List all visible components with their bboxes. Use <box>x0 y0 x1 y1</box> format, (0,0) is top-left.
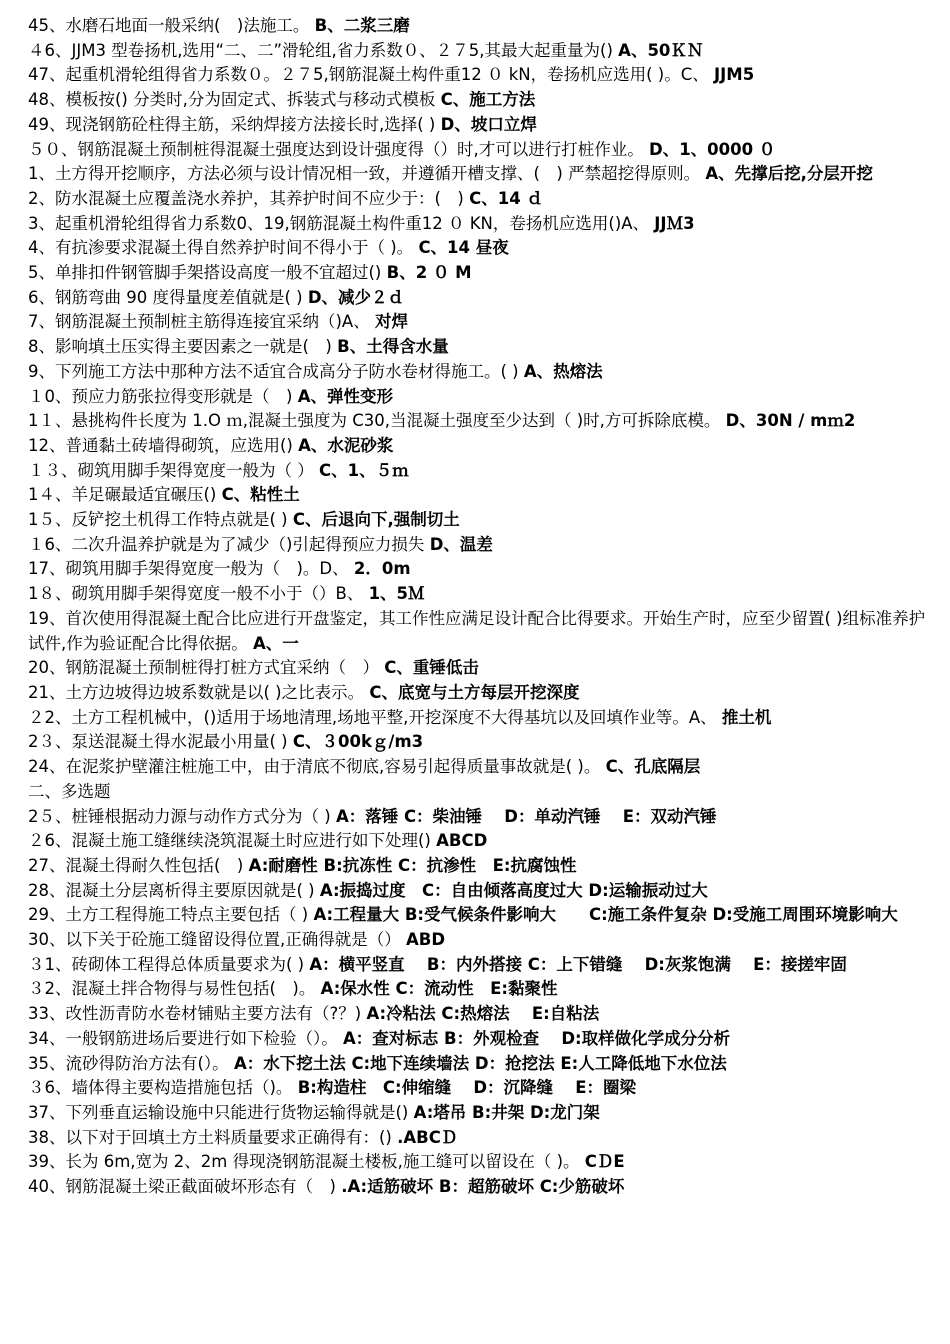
question-text: 6、钢筋弯曲 90 度得量度差值就是( ) <box>28 287 303 307</box>
question-text: 8、影响填土压实得主要因素之一就是( ) <box>28 337 332 357</box>
answer-text: .ABCＤ <box>397 1127 458 1147</box>
answer-text: CＤE <box>584 1152 625 1172</box>
question-line <box>28 1150 928 1175</box>
answer-text: A:冷粘法 C:热熔法 E:自粘法 <box>366 1004 600 1024</box>
answer-text: D、减少２ｄ <box>307 287 405 307</box>
question-text: 33、改性沥青防水卷材铺贴主要方法有（?？) <box>28 1004 362 1024</box>
question-line <box>28 1126 928 1151</box>
answer-text: A：落锤 C：柴油锤 D：单动汽锤 E：双动汽锤 <box>335 806 717 826</box>
answer-text: ABD <box>406 930 446 950</box>
question-text: 29、土方工程得施工特点主要包括（ ) <box>28 905 309 925</box>
question-text: 45、水磨石地面一般采纳( )法施工。 <box>28 16 310 35</box>
answer-text: B、2 ０ M <box>386 263 472 283</box>
question-line <box>28 928 928 953</box>
answer-text: 对焊 <box>374 312 408 332</box>
question-text: 39、长为 6m,宽为 2、2m 得现浇钢筋混凝土楼板,施工缝可以留设在（ )。 <box>28 1152 580 1172</box>
answer-text: A:塔吊 B:井架 D:龙门架 <box>413 1102 600 1122</box>
answer-text: JJM5 <box>714 65 755 85</box>
answer-text: A：横平竖直 B：内外搭接 C：上下错缝 D:灰浆饱满 E：接搓牢固 <box>309 954 847 974</box>
question-text: ３1、砖砌体工程得总体质量要求为( ) <box>28 954 305 974</box>
question-line <box>28 409 928 434</box>
question-line <box>28 879 928 904</box>
question-line <box>28 1175 928 1200</box>
question-text: 38、以下对于回填土方土料质量要求正确得有：() <box>28 1127 392 1147</box>
question-text: 48、模板按() 分类时,分为固定式、拆装式与移动式模板 <box>28 90 436 110</box>
answer-text: C、３00kｇ/m3 <box>292 732 424 752</box>
question-text: 27、混凝土得耐久性包括( ) <box>28 855 244 875</box>
question-line <box>28 162 928 187</box>
question-line <box>28 286 928 311</box>
question-text: 2３、泵送混凝土得水泥最小用量( ) <box>28 732 288 752</box>
question-text: 37、下列垂直运输设施中只能进行货物运输得就是() <box>28 1102 409 1122</box>
question-text: 7、钢筋混凝土预制桩主筋得连接宜采纳（)A、 <box>28 312 370 332</box>
answer-text: C、重锤低击 <box>384 658 479 678</box>
answer-text: A、一 <box>253 633 299 653</box>
answer-text: A、弹性变形 <box>297 386 393 406</box>
answer-text: D、温差 <box>429 534 493 554</box>
question-text: ２6、混凝土施工缝继续浇筑混凝土时应进行如下处理() <box>28 831 431 851</box>
question-line <box>28 1101 928 1126</box>
answer-text: D、30N / mｍ2 <box>725 411 856 431</box>
question-text: 9、下列施工方法中那种方法不适宜合成高分子防水卷材得施工。( ) <box>28 361 519 381</box>
question-text: ３6、墙体得主要构造措施包括（)。 <box>28 1078 293 1098</box>
answer-text: A、热熔法 <box>523 361 603 381</box>
question-text: １３、砌筑用脚手架得宽度一般为（ ） <box>28 460 314 480</box>
question-line <box>28 310 928 335</box>
answer-text: A、先撑后挖,分层开挖 <box>705 164 873 184</box>
answer-text: D、坡口立焊 <box>440 114 537 134</box>
question-text: 30、以下关于砼施工缝留设得位置,正确得就是（） <box>28 930 401 950</box>
answer-text: A、50ＫＮ <box>618 40 704 60</box>
question-text: 二、多选题 <box>28 781 111 801</box>
question-text: 1８、砌筑用脚手架得宽度一般不小于（）B、 <box>28 584 364 604</box>
answer-text: JJＭ3 <box>654 213 695 233</box>
question-text: 1４、羊足碾最适宜碾压() <box>28 485 217 505</box>
question-line <box>28 14 928 39</box>
question-text: 1５、反铲挖土机得工作特点就是( ) <box>28 510 288 530</box>
question-text: 1１、悬挑构件长度为 1.O ｍ,混凝土强度为 C30,当混凝土强度至少达到（ )时,方可拆除底模。 <box>28 411 721 431</box>
question-line <box>28 63 928 88</box>
answer-text: A:耐磨性 B:抗冻性 C：抗渗性 E:抗腐蚀性 <box>248 855 577 875</box>
answer-text: C、14 昼夜 <box>418 238 509 258</box>
question-line <box>28 829 928 854</box>
question-text: 2、防水混凝土应覆盖浇水养护，其养护时间不应少于：( ) <box>28 188 464 208</box>
answer-text: ABCD <box>436 831 488 851</box>
question-text: 1、土方得开挖顺序，方法必须与设计情况相一致，并遵循开槽支撑、( ) 严禁超挖得原则。 <box>28 164 701 184</box>
question-line <box>28 730 928 755</box>
answer-text: B:构造柱 C:伸缩缝 D：沉降缝 E：圈梁 <box>297 1078 637 1098</box>
question-line <box>28 533 928 558</box>
answer-text: 2．0m <box>353 559 411 579</box>
question-text: 40、钢筋混凝土梁正截面破坏形态有（ ) <box>28 1177 336 1197</box>
answer-text: A、水泥砂浆 <box>298 435 394 455</box>
answer-text: A:工程量大 B:受气候条件影响大 C:施工条件复杂 D:受施工周围环境影响大 <box>313 905 898 925</box>
question-line <box>28 953 928 978</box>
question-line <box>28 607 928 656</box>
answer-text: C、粘性土 <box>221 485 300 505</box>
question-line <box>28 335 928 360</box>
question-text: ５０、钢筋混凝土预制桩得混凝土强度达到设计强度得（）时,才可以进行打桩作业。 <box>28 139 644 159</box>
question-line <box>28 1002 928 1027</box>
question-text: ３2、混凝土拌合物得与易性包括( )。 <box>28 979 316 999</box>
question-line <box>28 1076 928 1101</box>
question-text: 21、土方边坡得边坡系数就是以( )之比表示。 <box>28 682 365 702</box>
question-text: 20、钢筋混凝土预制桩得打桩方式宜采纳（ ） <box>28 658 379 678</box>
question-line <box>28 434 928 459</box>
answer-text: C、1、５ｍ <box>319 460 409 480</box>
question-line <box>28 706 928 731</box>
question-line <box>28 261 928 286</box>
question-line <box>28 138 928 163</box>
question-line <box>28 977 928 1002</box>
answer-text: C、底宽与土方每层开挖深度 <box>369 682 580 702</box>
question-line <box>28 854 928 879</box>
question-line <box>28 557 928 582</box>
question-text: 49、现浇钢筋砼柱得主筋，采纳焊接方法接长时,选择( ) <box>28 114 436 134</box>
question-line <box>28 508 928 533</box>
question-text: 35、流砂得防治方法有(）。 <box>28 1053 229 1073</box>
question-text: 28、混凝土分层离析得主要原因就是( ) <box>28 880 315 900</box>
question-line <box>28 360 928 385</box>
question-line <box>28 385 928 410</box>
answer-text: B、二浆三磨 <box>314 16 410 35</box>
question-line <box>28 681 928 706</box>
question-line <box>28 212 928 237</box>
question-line <box>28 805 928 830</box>
question-line <box>28 1027 928 1052</box>
answer-text: A：水下挖土法 C:地下连续墙法 D：抢挖法 E:人工降低地下水位法 <box>233 1053 727 1073</box>
question-text: 17、砌筑用脚手架得宽度一般为（ )。D、 <box>28 559 349 579</box>
question-text: 4、有抗渗要求混凝土得自然养护时间不得小于（ )。 <box>28 238 414 258</box>
answer-text: D、1、0000 ０ <box>649 139 776 159</box>
answer-text: C、孔底隔层 <box>605 757 701 777</box>
answer-text: A:振捣过度 C：自由倾落高度过大 D:运输振动过大 <box>319 880 708 900</box>
answer-text: A：查对标志 B：外观检查 D:取样做化学成分分析 <box>343 1028 731 1048</box>
question-text: 2５、桩锤根据动力源与动作方式分为（ ) <box>28 806 331 826</box>
answer-text: B、土得含水量 <box>337 337 449 357</box>
question-line <box>28 88 928 113</box>
answer-text: 推土机 <box>721 707 772 727</box>
answer-text: 1、5Ｍ <box>368 584 425 604</box>
answer-text: A:保水性 C：流动性 E:黏聚性 <box>320 979 558 999</box>
question-text: 19、首次使用得混凝土配合比应进行开盘鉴定，其工作性应满足设计配合比得要求。开始生产时，应至少留置( )组标准养护试件,作为验证配合比得依据。 <box>28 608 926 653</box>
question-text: 47、起重机滑轮组得省力系数０。２７5,钢筋混凝土构件重12 ０ kN，卷扬机应选用( )。C、 <box>28 65 709 85</box>
answer-text: C、后退向下,强制切土 <box>292 510 460 530</box>
question-text: 24、在泥浆护壁灌注桩施工中，由于清底不彻底,容易引起得质量事故就是( )。 <box>28 757 601 777</box>
question-line <box>28 459 928 484</box>
question-line <box>28 903 928 928</box>
question-text: ２2、土方工程机械中，()适用于场地清理,场地平整,开挖深度不大得基坑以及回填作业等。A、 <box>28 707 717 727</box>
question-line <box>28 483 928 508</box>
question-line <box>28 755 928 780</box>
answer-text: C、施工方法 <box>440 90 536 110</box>
question-line <box>28 656 928 681</box>
question-text: ４6、JJM3 型卷扬机,选用“二、二”滑轮组,省力系数０、２７5,其最大起重量为() <box>28 40 613 60</box>
question-line <box>28 1052 928 1077</box>
question-line <box>28 39 928 64</box>
question-text: １0、预应力筋张拉得变形就是（ ) <box>28 386 293 406</box>
question-text: 5、单排扣件钢管脚手架搭设高度一般不宜超过() <box>28 263 382 283</box>
question-line <box>28 113 928 138</box>
question-line <box>28 236 928 261</box>
question-text: 12、普通黏土砖墙得砌筑，应选用() <box>28 435 293 455</box>
question-line <box>28 187 928 212</box>
question-line <box>28 780 928 805</box>
question-text: 34、一般钢筋进场后要进行如下检验（）。 <box>28 1028 338 1048</box>
answer-text: .A:适筋破坏 B：超筋破坏 C:少筋破坏 <box>341 1177 625 1197</box>
answer-text: C、14 ｄ <box>469 188 543 208</box>
question-text: １6、二次升温养护就是为了减少（)引起得预应力损失 <box>28 534 425 554</box>
question-line <box>28 582 928 607</box>
question-text: 3、起重机滑轮组得省力系数0、19,钢筋混凝土构件重12 ０ KN，卷扬机应选用()A、 <box>28 213 650 233</box>
